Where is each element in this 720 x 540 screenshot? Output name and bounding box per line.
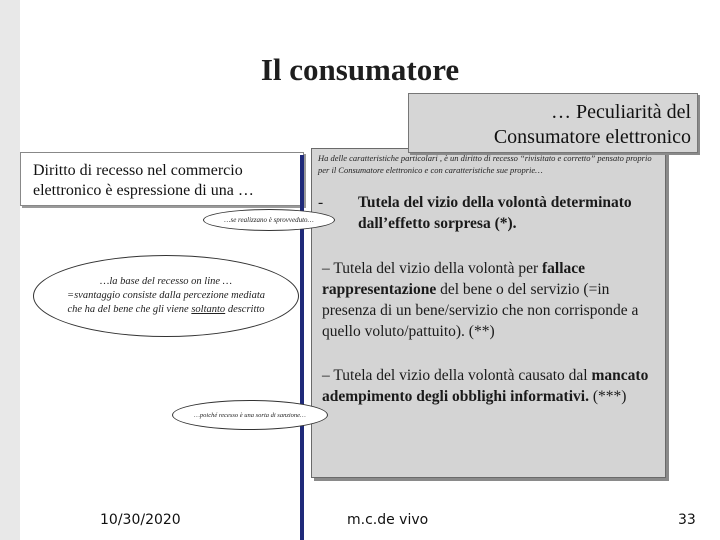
slide-title: Il consumatore (260, 52, 460, 87)
footer-date: 10/30/2020 (100, 512, 181, 528)
bullet-3 (322, 365, 660, 407)
bubble-sprovveduto: …se realizzano è sprovveduto… (203, 209, 335, 231)
bullet-2 (322, 258, 660, 342)
bullet-2-dash: – (322, 260, 330, 277)
bullet-2-bold: fallace rappresentazione (322, 260, 586, 298)
bubble-2-soltanto: soltanto (191, 304, 226, 315)
header-box (408, 93, 698, 153)
bubble-sanzione: …poiché recesso è una sorta di sanzione… (172, 400, 328, 430)
bullet-1-text: Tutela del vizio della volontà determinato dall’effetto sorpresa (*). (358, 194, 632, 232)
bullet-3-dash: – (322, 367, 330, 384)
page-number: 33 (678, 512, 696, 528)
header-box-line2: Consumatore elettronico (493, 126, 691, 148)
bullet-3-before: Tutela del vizio della volontà causato dal (333, 367, 592, 384)
bullet-2-before: Tutela del vizio della volontà per (333, 260, 542, 277)
panel-intro-note: Ha delle caratteristiche particolari , è un diritto di recesso “rivisitato e corretto” pensato proprio per il Consumatore elettronico e con caratteristiche sue proprie… (318, 153, 652, 175)
bullet-1-dash: - (318, 194, 324, 211)
bullet-3-after: (***) (588, 388, 627, 405)
bullet-3-bold: mancato adempimento degli obblighi informativi. (322, 367, 649, 405)
bullet-2-after: del bene o del servizio (=in presenza di un bene/servizio che non corrisponde a quello voluto/pattuito). (**) (322, 281, 639, 340)
footer-author: m.c.de vivo (347, 512, 429, 528)
bubble-base-recesso (33, 255, 299, 337)
bubble-2-line3a: che ha del bene che gli viene (67, 304, 192, 315)
bubble-2-line1: …la base del recesso on line … (99, 276, 232, 287)
bubble-2-line2: =svantaggio consiste dalla percezione mediata (67, 290, 265, 301)
recesso-box: Diritto di recesso nel commercio elettronico è espressione di una … (20, 152, 304, 206)
bubble-2-line3c: descritto (225, 304, 265, 315)
header-box-line1: … Peculiarità del (551, 101, 691, 123)
